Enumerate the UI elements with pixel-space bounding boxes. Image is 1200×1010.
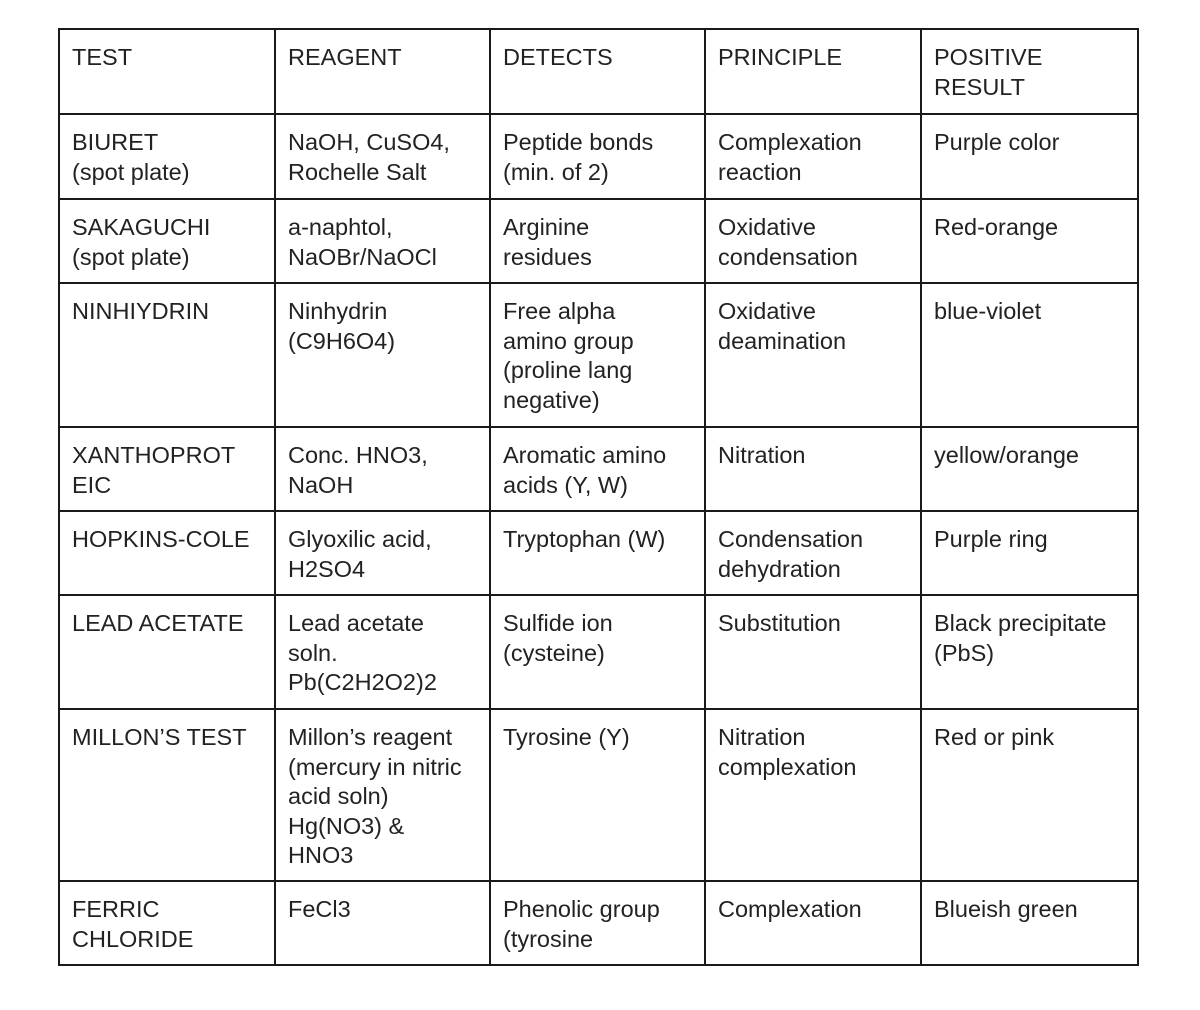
cell-text: Conc. HNO3, NaOH (288, 442, 428, 498)
cell-text: yellow/orange (934, 442, 1080, 468)
cell-text: XANTHOPROT EIC (72, 442, 236, 498)
cell-reagent (275, 114, 490, 199)
cell-text: Purple ring (934, 526, 1048, 552)
cell-text: Glyoxilic acid, H2SO4 (288, 526, 432, 582)
cell-principle (705, 427, 921, 511)
cell-text: Red or pink (934, 724, 1055, 750)
cell-text: Ninhydrin (C9H6O4) (288, 298, 396, 354)
cell-positive-result (921, 199, 1138, 283)
header-detects (490, 29, 705, 114)
cell-test (59, 881, 275, 965)
cell-positive-result (921, 595, 1138, 709)
cell-text: NaOH, CuSO4, Rochelle Salt (288, 129, 450, 185)
cell-detects (490, 283, 705, 427)
table-row (59, 595, 1138, 709)
cell-text: blue-violet (934, 298, 1042, 324)
cell-reagent (275, 199, 490, 283)
table-row (59, 881, 1138, 965)
cell-text: Tryptophan (W) (503, 526, 666, 552)
cell-text: Purple color (934, 129, 1060, 155)
cell-test (59, 199, 275, 283)
cell-test (59, 709, 275, 881)
cell-text: Arginine residues (503, 214, 592, 270)
cell-text: Sulfide ion (cysteine) (503, 610, 613, 666)
header-row (59, 29, 1138, 114)
cell-detects (490, 114, 705, 199)
cell-test (59, 511, 275, 595)
cell-text: Red-orange (934, 214, 1059, 240)
header-principle (705, 29, 921, 114)
cell-detects (490, 511, 705, 595)
cell-text: Tyrosine (Y) (503, 724, 630, 750)
header-detects-text: DETECTS (503, 44, 613, 70)
cell-detects (490, 709, 705, 881)
table-row (59, 114, 1138, 199)
cell-principle (705, 881, 921, 965)
cell-text: SAKAGUCHI (spot plate) (72, 214, 211, 270)
protein-tests-table (58, 28, 1139, 966)
cell-text: FERRIC CHLORIDE (72, 896, 194, 952)
header-reagent (275, 29, 490, 114)
cell-test (59, 427, 275, 511)
cell-text: NINHIYDRIN (72, 298, 210, 324)
cell-positive-result (921, 114, 1138, 199)
cell-text: a-naphtol, NaOBr/NaOCl (288, 214, 437, 270)
cell-positive-result (921, 709, 1138, 881)
cell-text: Oxidative condensation (718, 214, 858, 270)
cell-text: Complexation (718, 896, 862, 922)
cell-text: Free alpha amino group (proline lang negative) (503, 298, 634, 413)
cell-text: Oxidative deamination (718, 298, 847, 354)
cell-detects (490, 595, 705, 709)
table-row (59, 199, 1138, 283)
header-test-text: TEST (72, 44, 133, 70)
header-positive-result (921, 29, 1138, 114)
cell-text: Complexation reaction (718, 129, 862, 185)
cell-text: BIURET (spot plate) (72, 129, 190, 185)
cell-text: Nitration complexation (718, 724, 857, 780)
cell-principle (705, 199, 921, 283)
cell-reagent (275, 881, 490, 965)
cell-principle (705, 595, 921, 709)
cell-text: Black precipitate (PbS) (934, 610, 1107, 666)
header-principle-text: PRINCIPLE (718, 44, 843, 70)
cell-reagent (275, 595, 490, 709)
cell-text: Phenolic group (tyrosine (503, 896, 660, 952)
cell-text: Blueish green (934, 896, 1078, 922)
cell-text: Millon’s reagent (mercury in nitric acid soln) Hg(NO3) & HNO3 (288, 724, 462, 868)
cell-positive-result (921, 881, 1138, 965)
cell-text: Aromatic amino acids (Y, W) (503, 442, 667, 498)
cell-text: Substitution (718, 610, 841, 636)
header-positive-result-text: POSITIVE RESULT (934, 44, 1043, 100)
table-row (59, 283, 1138, 427)
cell-reagent (275, 283, 490, 427)
cell-text: Lead acetate soln. Pb(C2H2O2)2 (288, 610, 437, 695)
header-reagent-text: REAGENT (288, 44, 402, 70)
header-test (59, 29, 275, 114)
cell-text: MILLON’S TEST (72, 724, 247, 750)
cell-reagent (275, 709, 490, 881)
cell-detects (490, 199, 705, 283)
table-row (59, 427, 1138, 511)
cell-positive-result (921, 427, 1138, 511)
cell-reagent (275, 511, 490, 595)
cell-text: Peptide bonds (min. of 2) (503, 129, 654, 185)
cell-text: LEAD ACETATE (72, 610, 244, 636)
cell-positive-result (921, 283, 1138, 427)
cell-principle (705, 283, 921, 427)
cell-text: Condensation dehydration (718, 526, 864, 582)
cell-positive-result (921, 511, 1138, 595)
cell-reagent (275, 427, 490, 511)
cell-test (59, 283, 275, 427)
cell-text: FeCl3 (288, 896, 351, 922)
cell-detects (490, 427, 705, 511)
table-row (59, 709, 1138, 881)
cell-detects (490, 881, 705, 965)
cell-principle (705, 511, 921, 595)
cell-principle (705, 114, 921, 199)
cell-test (59, 114, 275, 199)
cell-test (59, 595, 275, 709)
cell-text: HOPKINS-COLE (72, 526, 250, 552)
cell-principle (705, 709, 921, 881)
table-row (59, 511, 1138, 595)
cell-text: Nitration (718, 442, 806, 468)
